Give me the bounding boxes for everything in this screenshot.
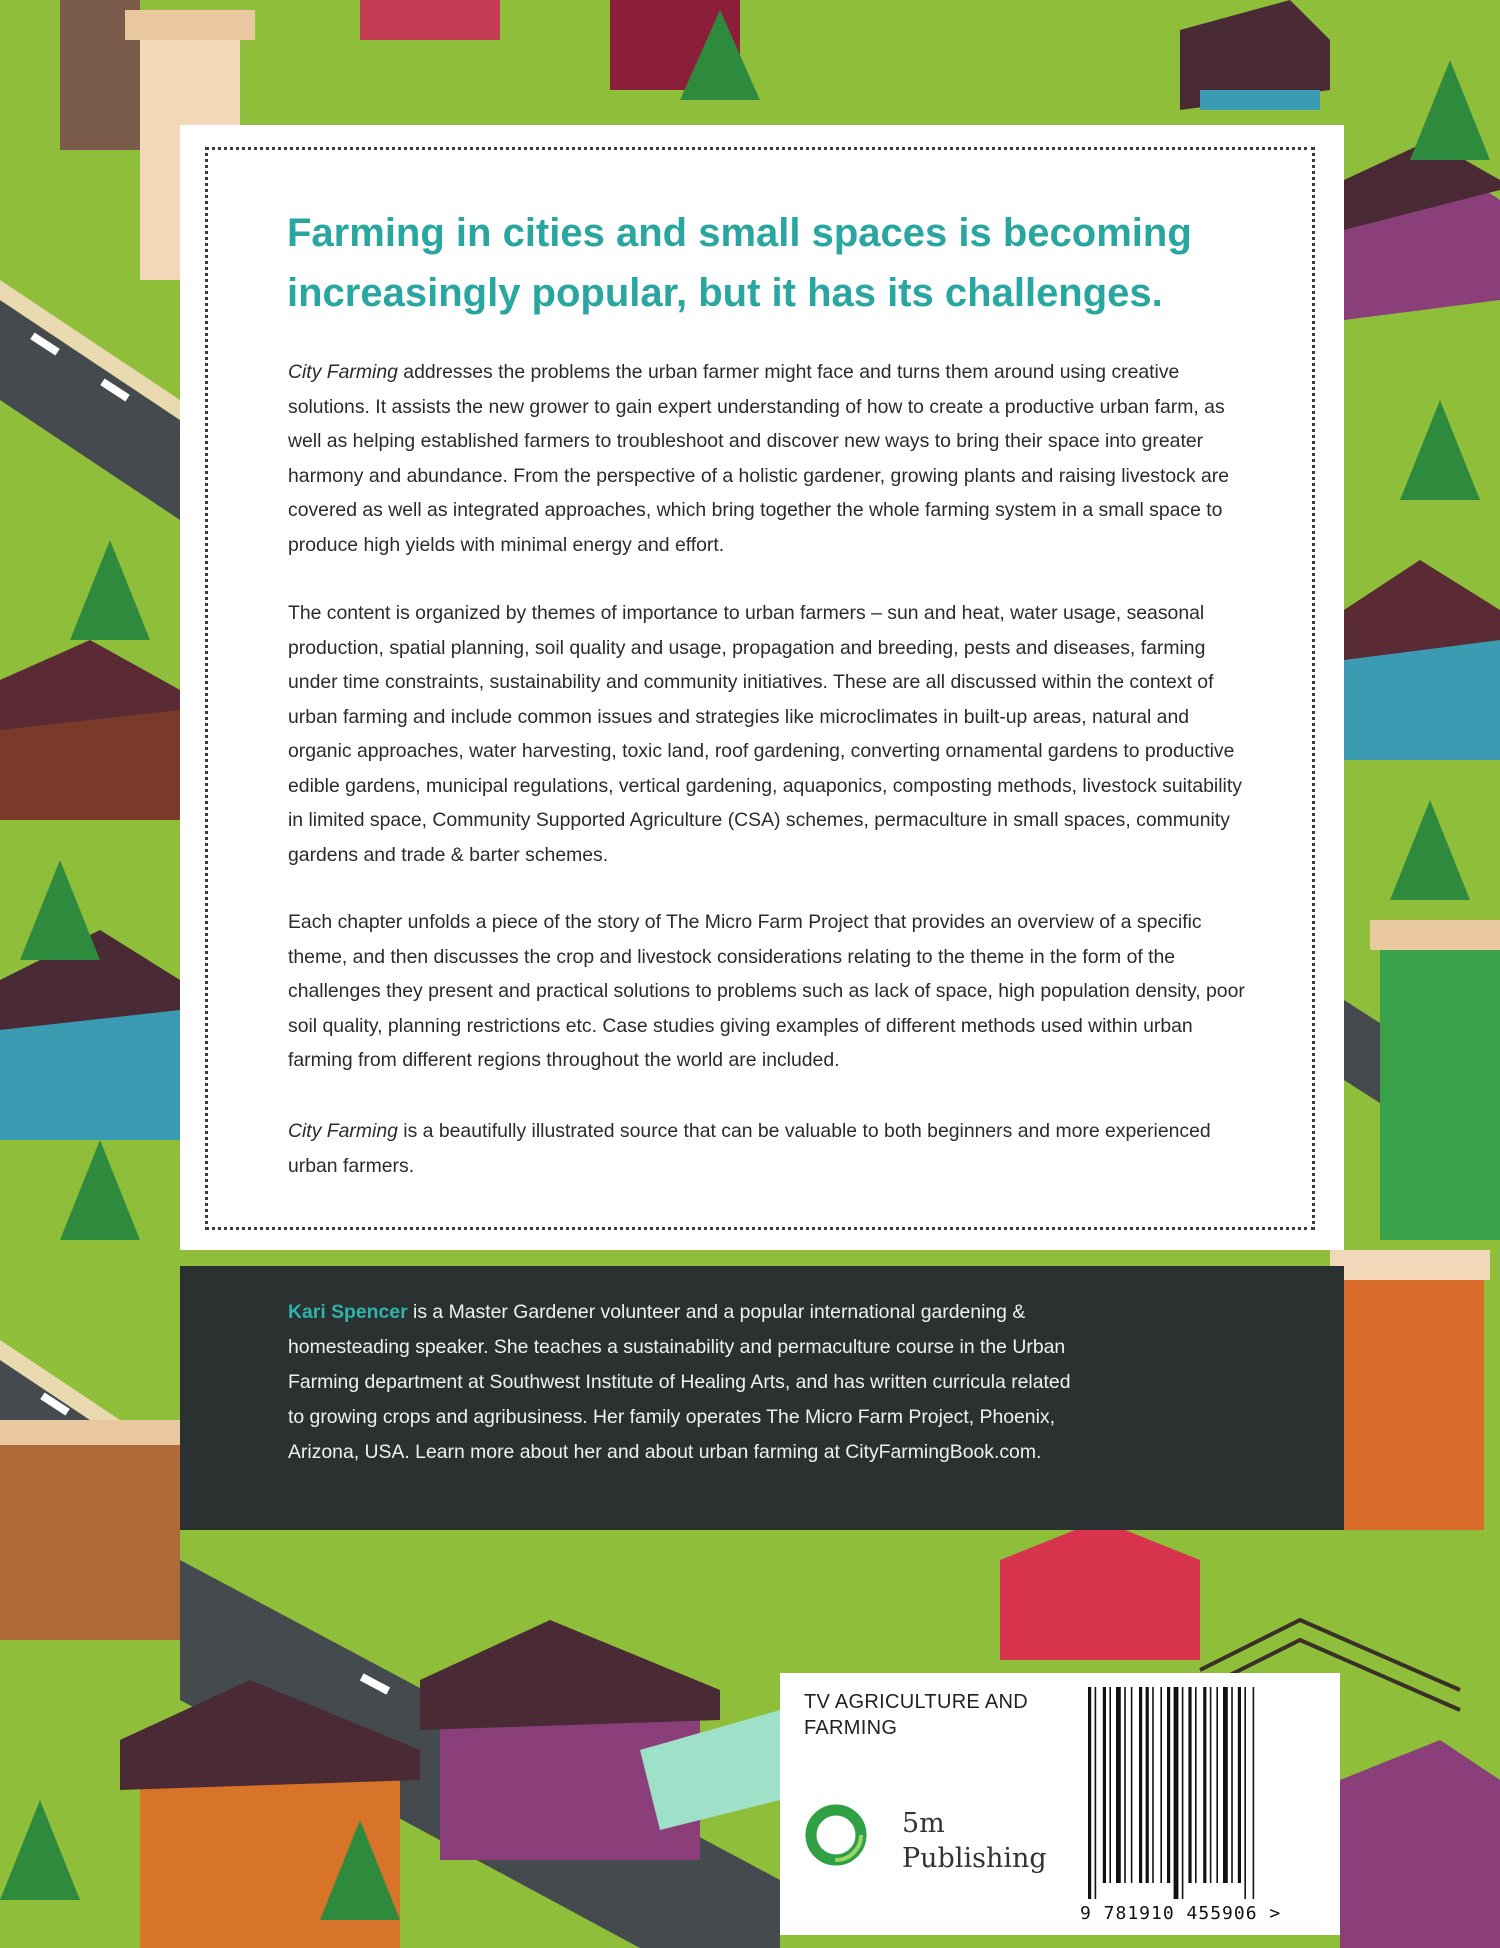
isbn-number: 9 781910 455906 > xyxy=(1080,1903,1282,1924)
author-name: Kari Spencer xyxy=(288,1301,408,1323)
book-title: City Farming xyxy=(288,361,398,383)
headline-line-1: Farming in cities and small spaces is becoming xyxy=(287,211,1192,255)
headline xyxy=(287,203,1247,323)
blurb-paragraph-4 xyxy=(288,1114,1248,1183)
publisher-name-publishing: Publishing xyxy=(902,1843,1047,1874)
author-bio-text: is a Master Gardener volunteer and a popular international gardening & homesteading speaker. She teaches a sustainability and permaculture course in the Urban Farming department at Southwest Institute of Healing Arts, and has written curricula related to growing crops and agribusiness. Her family operates The Micro Farm Project, Phoenix, Arizona, USA. Learn more about her and about urban farming at CityFarmingBook.com. xyxy=(288,1301,1071,1463)
green-ring-logo-icon xyxy=(804,1803,868,1867)
author-bio xyxy=(288,1295,1088,1470)
subject-category: TV AGRICULTURE AND FARMING xyxy=(804,1691,1028,1739)
publisher-name-5m xyxy=(902,1808,945,1840)
blurb-panel xyxy=(180,125,1344,1250)
headline-line-2: increasingly popular, but it has its challenges. xyxy=(287,271,1163,315)
barcode-icon xyxy=(1080,1687,1320,1901)
publisher-barcode-box xyxy=(780,1673,1340,1935)
paragraph-4-text: is a beautifully illustrated source that can be valuable to both beginners and more experienced urban farmers. xyxy=(288,1120,1211,1177)
author-bio-panel xyxy=(180,1266,1344,1530)
publisher-5m: 5m xyxy=(902,1808,945,1839)
isbn-barcode xyxy=(1080,1687,1320,1923)
paragraph-1-text: addresses the problems the urban farmer might face and turns them around using creative solutions. It assists the new grower to gain expert understanding of how to create a productive urban farm, as well as helping established farmers to troubleshoot and discover new ways to bring their space into greater harmony and abundance. From the perspective of a holistic gardener, growing plants and raising livestock are covered as well as integrated approaches, which bring together the whole farming system in a small space to produce high yields with minimal energy and effort. xyxy=(288,361,1229,556)
blurb-paragraph-2: The content is organized by themes of importance to urban farmers – sun and heat, water usage, seasonal production, spatial planning, soil quality and usage, propagation and breeding, pests and diseases, farming under time constraints, sustainability and community initiatives. These are all discussed within the context of urban farming and include common issues and strategies like microclimates in built-up areas, natural and organic approaches, water harvesting, toxic land, roof gardening, converting ornamental gardens to productive edible gardens, municipal regulations, vertical gardening, aquaponics, composting methods, livestock suitability in limited space, Community Supported Agriculture (CSA) schemes, permaculture in small spaces, community gardens and trade & barter schemes. xyxy=(288,602,1242,866)
book-title: City Farming xyxy=(288,1120,398,1142)
blurb-paragraph-1 xyxy=(288,355,1248,562)
blurb-paragraph-3: Each chapter unfolds a piece of the story of The Micro Farm Project that provides an overview of a specific theme, and then discusses the crop and livestock considerations relating to the theme in the form of the challenges they present and practical solutions to problems such as lack of space, high population density, poor soil quality, planning restrictions etc. Case studies giving examples of different methods used within urban farming from different regions throughout the world are included. xyxy=(288,911,1245,1071)
